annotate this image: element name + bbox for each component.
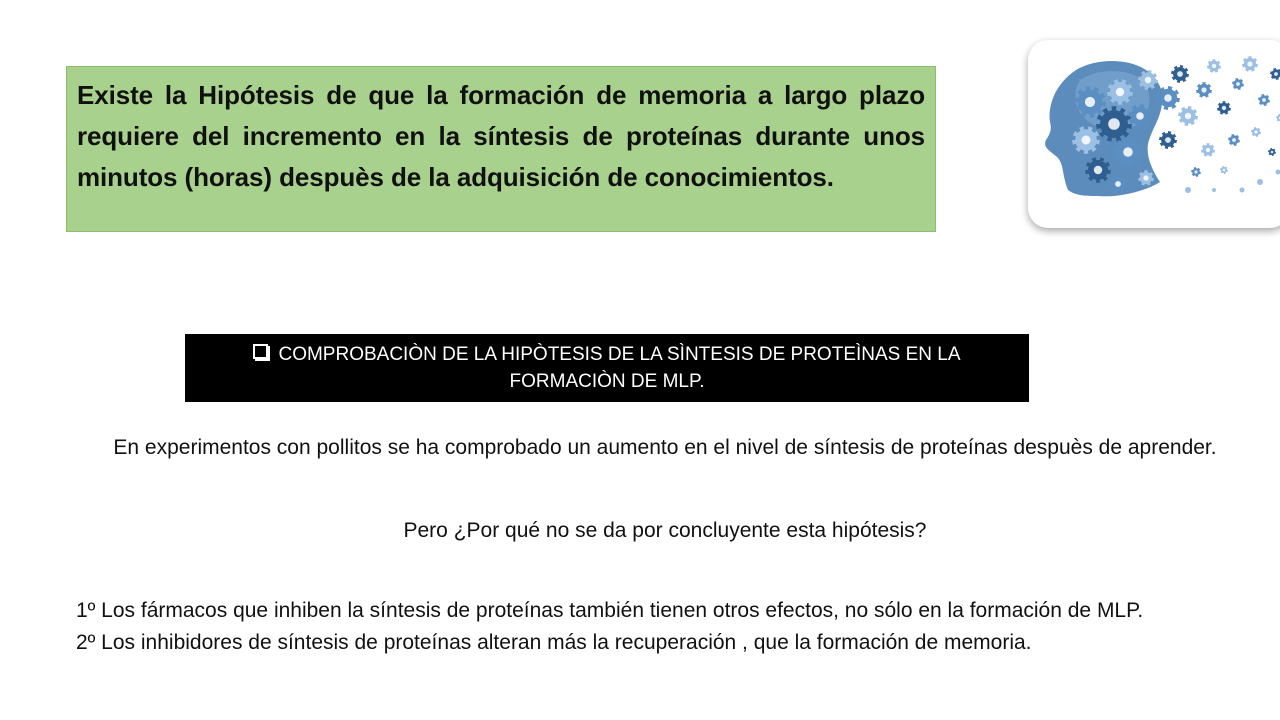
reason-item: 1º Los fármacos que inhiben la síntesis de proteínas también tienen otros efectos, no sólo en la formación de MLP. (76, 599, 1144, 622)
banner-text: COMPROBACIÒN DE LA HIPÒTESIS DE LA SÌNTESIS DE PROTEÌNAS EN LA FORMACIÒN DE MLP. (278, 344, 961, 392)
dot-icon (1212, 188, 1216, 192)
reason-item: 2º Los inhibidores de síntesis de proteínas alteran más la recuperación , que la formación de memoria. (76, 631, 1032, 654)
gear-icon (1228, 134, 1240, 146)
gear-icon (1171, 65, 1189, 83)
dot-icon (1185, 187, 1191, 193)
question-paragraph: Pero ¿Por qué no se da por concluyente esta hipótesis? (403, 519, 927, 542)
gear-icon (1220, 166, 1228, 174)
gear-icon (1207, 59, 1221, 73)
experiment-paragraph: En experimentos con pollitos se ha comprobado un aumento en el nivel de síntesis de proteínas despuès de aprender. (113, 436, 1217, 459)
gear-head-icon (1028, 40, 1280, 228)
dot-icon (1276, 170, 1280, 175)
gear-icon (1251, 127, 1261, 137)
gear-icon (1232, 78, 1244, 90)
gear-icon (1268, 148, 1276, 156)
gear-icon (1201, 143, 1215, 157)
gear-icon (1242, 56, 1258, 72)
dot-icon (1257, 179, 1263, 185)
hypothesis-text: Existe la Hipótesis de que la formación de memoria a largo plazo requiere del incremento en la síntesis de proteínas durante unos minutos (horas) despuès de la adquisición de conocimientos. (77, 80, 925, 192)
gear-icon (1276, 114, 1280, 122)
hypothesis-box (66, 66, 936, 232)
gear-icon (1159, 131, 1177, 149)
gear-icon (1196, 82, 1212, 98)
section-banner (185, 334, 1029, 402)
gear-icon (1138, 70, 1158, 90)
checkbox-bullet-icon (253, 344, 268, 359)
gear-icon (1217, 101, 1231, 115)
dot-icon (1240, 188, 1245, 193)
gear-icon (1258, 94, 1270, 106)
gear-icon (1178, 106, 1198, 126)
gear-icon (1191, 167, 1201, 177)
gear-icon (1270, 68, 1280, 80)
gear-head-illustration (1028, 40, 1280, 228)
reasons-list (76, 595, 1276, 659)
